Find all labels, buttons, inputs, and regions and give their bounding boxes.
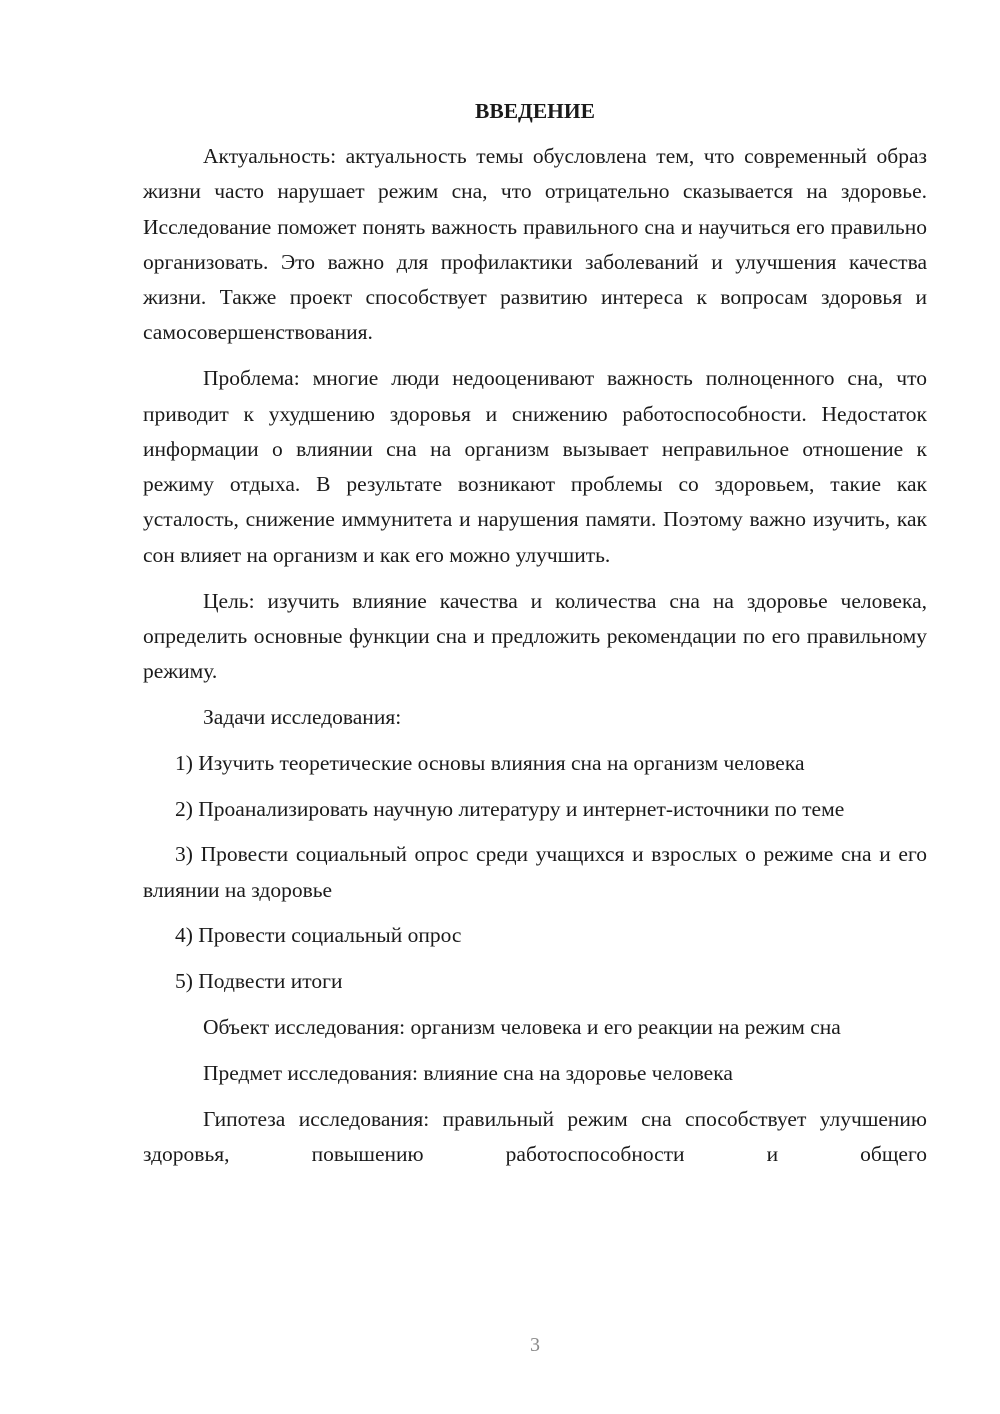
page-number: 3 (530, 1334, 540, 1356)
task-item-1: 1) Изучить теоретические основы влияния сна на организм человека (175, 750, 805, 775)
section-title: ВВЕДЕНИЕ (475, 99, 595, 123)
task-item-4: 4) Провести социальный опрос (175, 923, 462, 948)
document-body (143, 94, 927, 1183)
goal-paragraph: Цель: изучить влияние качества и количества сна на здоровье человека, определить основные функции сна и предложить рекомендации по его правильному режиму. (143, 588, 927, 684)
task-item-2: 2) Проанализировать научную литературу и интернет-источники по теме (175, 796, 845, 821)
subject-paragraph: Предмет исследования: влияние сна на здоровье человека (203, 1060, 733, 1085)
hypothesis-paragraph: Гипотеза исследования: правильный режим сна способствует улучшению здоровья, повышению работоспособности и общего (143, 1106, 927, 1166)
task-item-3: 3) Провести социальный опрос среди учащихся и взрослых о режиме сна и его влиянии на здоровье (143, 842, 927, 902)
problem-paragraph: Проблема: многие люди недооценивают важность полноценного сна, что приводит к ухудшению здоровья и снижению работоспособности. Недостаток информации о влиянии сна на организм вызывает неправильное отношение к режиму отдыха. В результате возникают проблемы со здоровьем, такие как усталость, снижение иммунитета и нарушения памяти. Поэтому важно изучить, как сон влияет на организм и как его можно улучшить. (143, 366, 927, 567)
tasks-heading: Задачи исследования: (203, 704, 402, 729)
object-paragraph: Объект исследования: организм человека и его реакции на режим сна (203, 1015, 841, 1040)
relevance-paragraph: Актуальность: актуальность темы обусловлена тем, что современный образ жизни часто нарушает режим сна, что отрицательно сказывается на здоровье. Исследование поможет понять важность правильного сна и научиться его правильно организовать. Это важно для профилактики заболеваний и улучшения качества жизни. Также проект способствует развитию интереса к вопросам здоровья и самосовершенствования. (143, 144, 927, 345)
task-item-5: 5) Подвести итоги (175, 969, 343, 994)
